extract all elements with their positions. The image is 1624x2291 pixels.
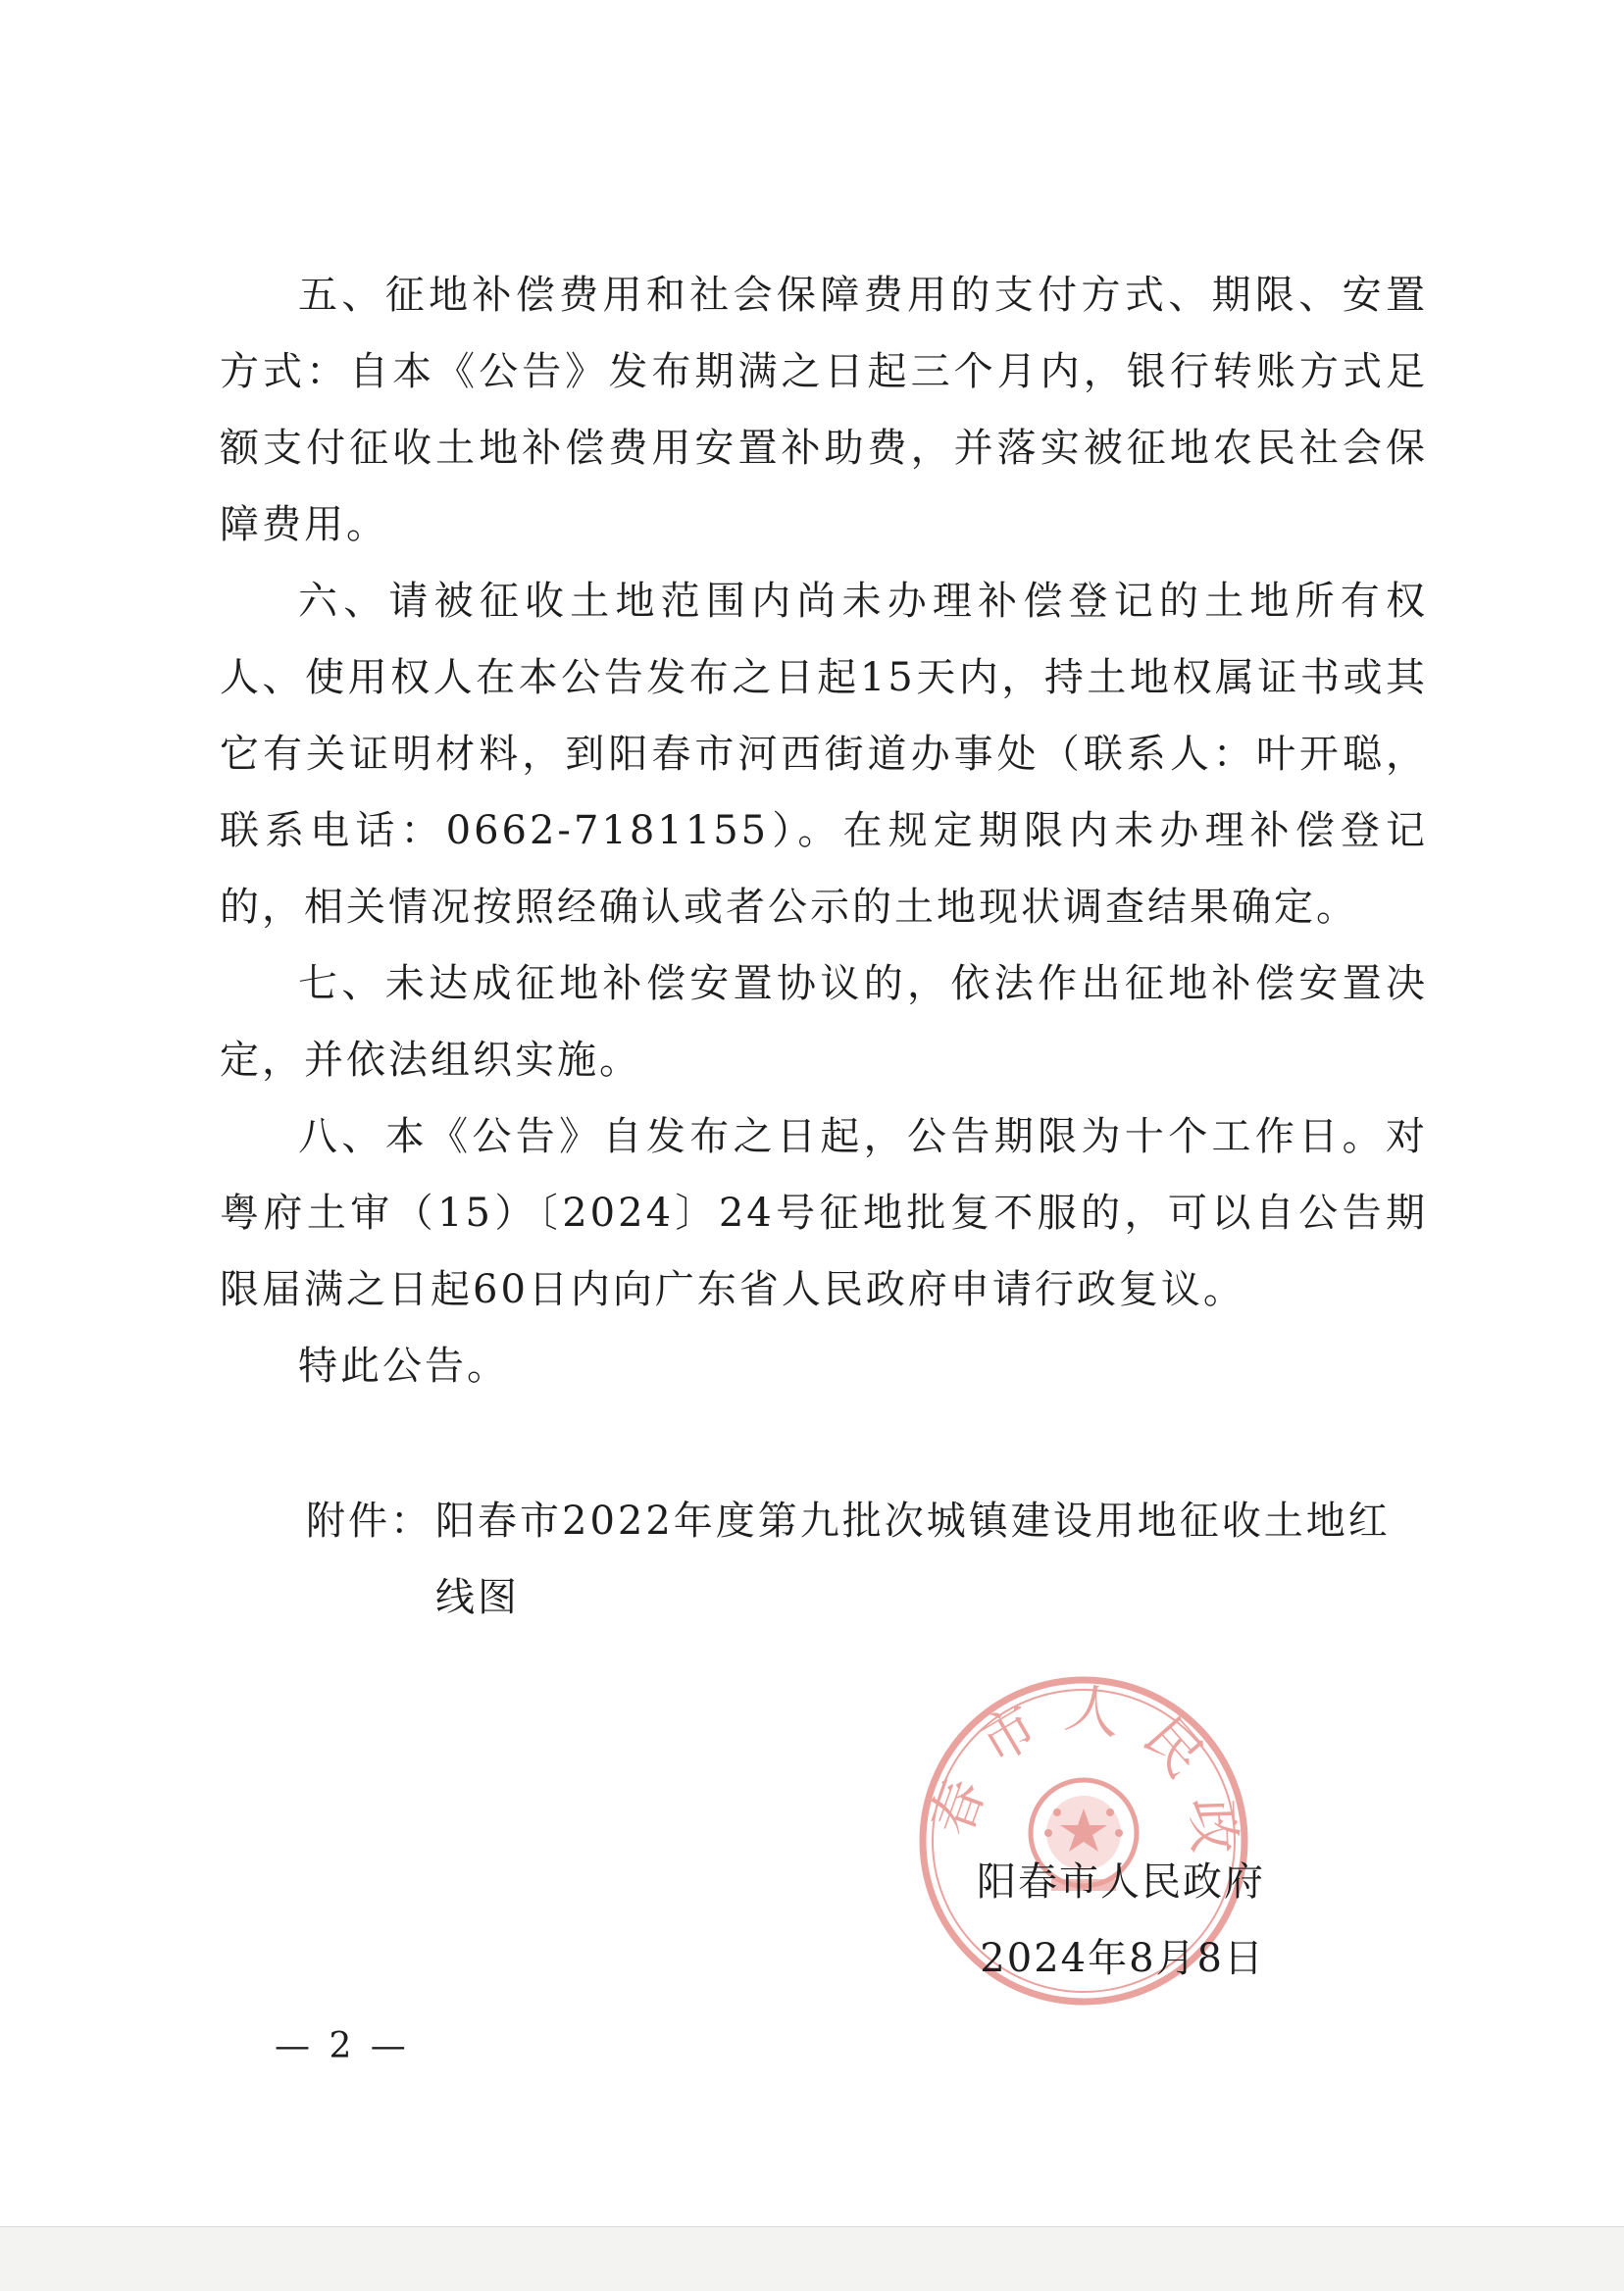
page-number: — 2 — <box>275 2026 410 2066</box>
paragraph-registration: 六、请被征收土地范围内尚未办理补偿登记的土地所有权人、使用权人在本公告发布之日起15天内，持土地权属证书或其它有关证明材料，到阳春市河西街道办事处（联系人：叶开聪，联系电话：0662-7181155）。在规定期限内未办理补偿登记的，相关情况按照经确认或者公示的土地现状调查结果确定。 <box>220 579 1428 930</box>
annex-content: 阳春市2022年度第九批次城镇建设用地征收土地红线图 <box>435 1499 1391 1620</box>
paragraph-closing: 特此公告。 <box>298 1344 509 1389</box>
issue-date: 2024年8月8日 <box>980 1936 1265 1981</box>
annex <box>306 1483 1424 1636</box>
paragraph-notice-period: 八、本《公告》自发布之日起，公告期限为十个工作日。对粤府土审（15）〔2024〕24号征地批复不服的，可以自公告期限届满之日起60日内向广东省人民政府申请行政复议。 <box>220 1114 1428 1312</box>
seal-text-path: 春市人民政 <box>919 1675 1246 1876</box>
paragraph-agreement: 七、未达成征地补偿安置协议的，依法作出征地补偿安置决定，并依法组织实施。 <box>220 961 1428 1083</box>
document-body <box>220 257 1428 1404</box>
paragraph-payment-method: 五、征地补偿费用和社会保障费用的支付方式、期限、安置方式：自本《公告》发布期满之日起三个月内，银行转账方式足额支付征收土地补偿费用安置补助费，并落实被征地农民社会保障费用。 <box>220 273 1428 547</box>
annex-label: 附件： <box>306 1499 432 1544</box>
issuer-name: 阳春市人民政府 <box>977 1859 1265 1905</box>
signature-block <box>912 1844 1265 1997</box>
